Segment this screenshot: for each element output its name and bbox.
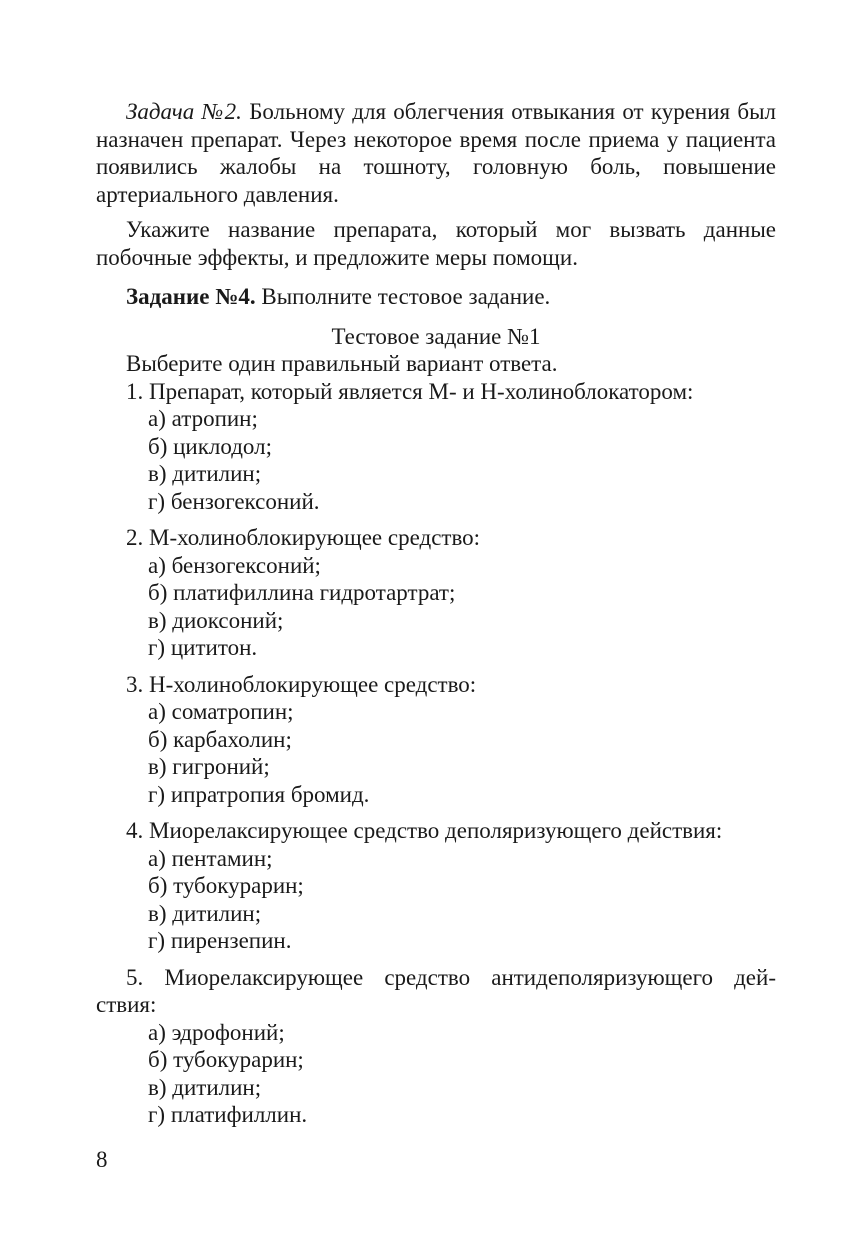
answer-option: в) дитилин; <box>148 900 262 926</box>
answer-option: б) платифиллина гидротартрат; <box>148 580 456 605</box>
question-text-continuation: ствия: <box>96 992 157 1017</box>
question-5 <box>96 964 776 1129</box>
question-3 <box>96 671 776 809</box>
answer-option: а) бензогексоний; <box>148 552 321 578</box>
question-text: 2. М-холиноблокирующее средство: <box>126 525 481 550</box>
question-text: 3. Н-холиноблокирующее средство: <box>126 671 477 697</box>
answer-option: в) гигроний; <box>148 754 270 779</box>
answer-option: б) циклодол; <box>148 433 272 459</box>
assignment4-text: Выполните тестовое задание. <box>261 284 551 309</box>
page-number: 8 <box>96 1147 108 1172</box>
test-instruction: Выберите один правильный вариант ответа. <box>126 351 558 376</box>
task2-text: Больному для облегчения отвыкания от курения был назначен препарат. Через некоторое время после приема у пациента появились жалобы на тошноту, головную боль, повышение артериального давления. <box>96 99 777 207</box>
answer-option: г) цититон. <box>148 635 258 660</box>
answer-option: а) пентамин; <box>148 845 273 871</box>
answer-option: г) пирензепин. <box>148 928 292 953</box>
question-4 <box>96 817 776 955</box>
answer-option: б) карбахолин; <box>148 726 292 752</box>
task2-paragraph <box>96 98 776 208</box>
question-text: 5. Миорелаксирующее средство антидеполяризующего дей- <box>126 964 776 990</box>
answer-option: б) тубокурарин; <box>148 1047 304 1072</box>
test-title: Тестовое задание №1 <box>331 323 541 349</box>
task2-instruction: Укажите название препарата, который мог вызвать данные побочные эффекты, и предложите меры помощи. <box>96 217 776 270</box>
answer-option: г) ипратропия бромид. <box>148 781 370 807</box>
question-text: 4. Миорелаксирующее средство деполяризующего действия: <box>126 818 723 843</box>
page-content <box>96 98 776 1129</box>
answer-option: г) бензогексоний. <box>148 488 320 514</box>
answer-option: в) дитилин; <box>148 461 262 486</box>
answer-option: а) атропин; <box>148 406 258 431</box>
answer-option: г) платифиллин. <box>148 1102 308 1127</box>
assignment4-label: Задание №4. <box>126 284 256 309</box>
question-1 <box>96 378 776 516</box>
question-text: 1. Препарат, который является М- и Н-холиноблокатором: <box>126 378 694 404</box>
answer-option: в) дитилин; <box>148 1074 262 1100</box>
answer-option: в) диоксоний; <box>148 607 284 633</box>
question-2 <box>96 524 776 662</box>
answer-option: б) тубокурарин; <box>148 873 304 898</box>
answer-option: а) соматропин; <box>148 699 294 724</box>
answer-option: а) эдрофоний; <box>148 1019 285 1045</box>
task2-label: Задача №2. <box>126 99 242 124</box>
assignment4-paragraph <box>96 283 776 311</box>
